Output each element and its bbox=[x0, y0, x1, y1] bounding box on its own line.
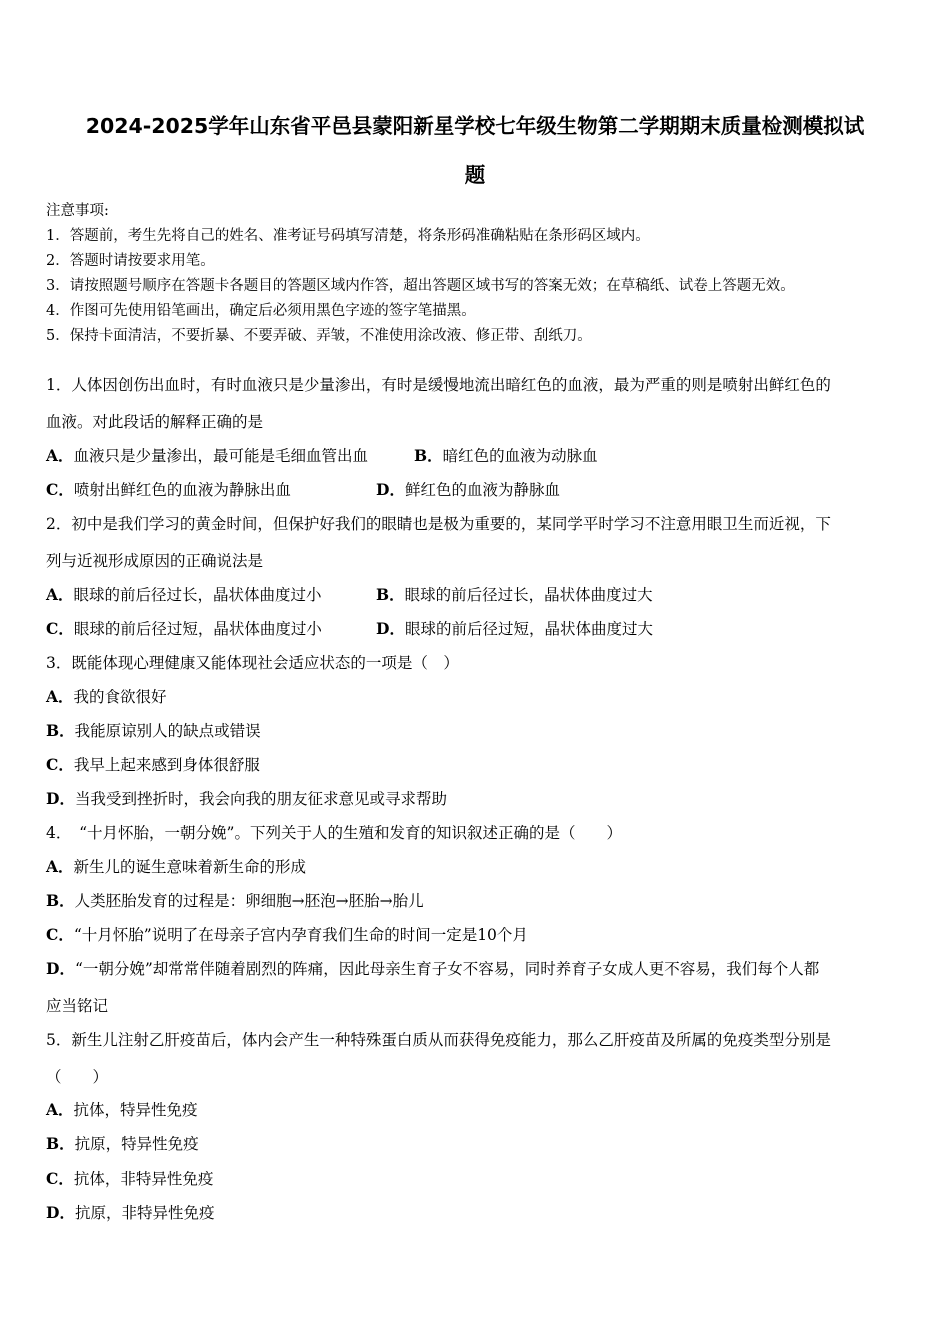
option-b: B．眼球的前后径过长，晶状体曲度过大 bbox=[376, 585, 653, 604]
question-stem: 2．初中是我们学习的黄金时间，但保护好我们的眼睛也是极为重要的，某同学平时学习不注意用眼卫生而近视，下 bbox=[46, 515, 831, 533]
question-stem: 1．人体因创伤出血时，有时血液只是少量渗出，有时是缓慢地流出暗红色的血液，最为严重的则是喷射出鲜红色的 bbox=[46, 376, 831, 394]
option-c: C．我早上起来感到身体很舒服 bbox=[46, 755, 260, 774]
question-stem: 列与近视形成原因的正确说法是 bbox=[46, 552, 264, 570]
option-c: C．“十月怀胎”说明了在母亲子宫内孕育我们生命的时间一定是10个月 bbox=[46, 925, 528, 944]
note-item: 5．保持卡面清洁，不要折暴、不要弄破、弄皱，不准使用涂改液、修正带、刮纸刀。 bbox=[46, 328, 592, 344]
option-d: D．抗原，非特异性免疫 bbox=[46, 1203, 215, 1222]
option-c: C．喷射出鲜红色的血液为静脉出血 bbox=[46, 480, 291, 499]
option-c: C．抗体，非特异性免疫 bbox=[46, 1169, 214, 1188]
option-d: D．“一朝分娩”却常常伴随着剧烈的阵痛，因此母亲生育子女不容易，同时养育子女成人更不容易，我们每个人都 bbox=[46, 959, 820, 978]
option-d: D．鲜红色的血液为静脉血 bbox=[376, 480, 560, 499]
question-stem: 5．新生儿注射乙肝疫苗后，体内会产生一种特殊蛋白质从而获得免疫能力，那么乙肝疫苗及所属的免疫类型分别是 bbox=[46, 1031, 831, 1049]
option-b: B．暗红色的血液为动脉血 bbox=[414, 446, 598, 465]
page-title: 2024-2025学年山东省平邑县蒙阳新星学校七年级生物第二学期期末质量检测模拟试 bbox=[85, 114, 865, 138]
option-d-continuation: 应当铭记 bbox=[46, 997, 109, 1015]
note-item: 3．请按照题号顺序在答题卡各题目的答题区域内作答，超出答题区域书写的答案无效；在草稿纸、试卷上答题无效。 bbox=[46, 278, 795, 294]
note-item: 1．答题前，考生先将自己的姓名、准考证号码填写清楚，将条形码准确粘贴在条形码区域内。 bbox=[46, 228, 650, 244]
option-b: B．抗原，特异性免疫 bbox=[46, 1134, 199, 1153]
option-c: C．眼球的前后径过短，晶状体曲度过小 bbox=[46, 619, 322, 638]
question-stem: （ ） bbox=[46, 1068, 109, 1086]
option-a: A．新生儿的诞生意味着新生命的形成 bbox=[46, 857, 307, 876]
page-title-cont: 题 bbox=[464, 163, 486, 187]
option-b: B．我能原谅别人的缺点或错误 bbox=[46, 721, 261, 740]
notes-heading: 注意事项: bbox=[46, 203, 109, 219]
question-stem: 4． “十月怀胎，一朝分娩”。下列关于人的生殖和发育的知识叙述正确的是（ ） bbox=[46, 824, 622, 842]
question-stem: 血液。对此段话的解释正确的是 bbox=[46, 413, 264, 431]
note-item: 2．答题时请按要求用笔。 bbox=[46, 253, 215, 269]
option-d: D．眼球的前后径过短，晶状体曲度过大 bbox=[376, 619, 653, 638]
option-a: A．我的食欲很好 bbox=[46, 687, 167, 706]
option-a: A．眼球的前后径过长，晶状体曲度过小 bbox=[46, 585, 322, 604]
option-b: B．人类胚胎发育的过程是：卵细胞→胚泡→胚胎→胎儿 bbox=[46, 891, 424, 910]
note-item: 4．作图可先使用铅笔画出，确定后必须用黑色字迹的签字笔描黑。 bbox=[46, 303, 476, 319]
question-stem: 3．既能体现心理健康又能体现社会适应状态的一项是（ ） bbox=[46, 654, 459, 672]
option-d: D．当我受到挫折时，我会向我的朋友征求意见或寻求帮助 bbox=[46, 789, 447, 808]
option-a: A．血液只是少量渗出，最可能是毛细血管出血 bbox=[46, 446, 369, 465]
option-a: A．抗体，特异性免疫 bbox=[46, 1100, 198, 1119]
